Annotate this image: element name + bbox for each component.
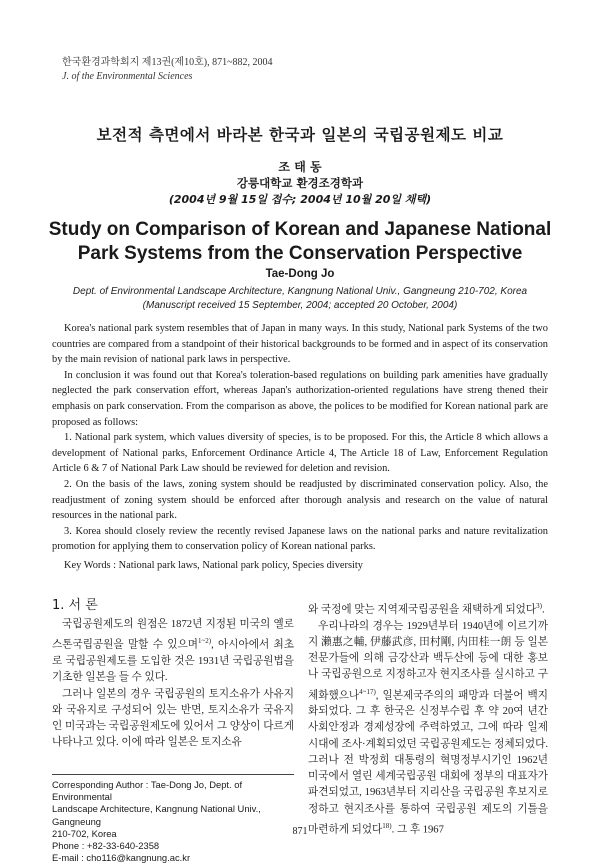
body-text: . (542, 604, 545, 616)
journal-name-en: J. of the Environmental Sciences (62, 71, 193, 82)
body-paragraph: 그러나 일본의 경우 국립공원의 토지소유가 사유지와 국유지로 구성되어 있는 반면, 토지소유가 국유지인 미국과는 국립공원제도에 있어서 그 양상이 다르게 나타나고 있다. 이에 따라 일본은 토지소유 (52, 688, 294, 749)
abstract-paragraph: 1. National park system, which values diversity of species, is to be proposed. For this, the Article 8 which allows a development of National parks, Enforcement Ordinance Article 4, The Article 18 of Law, Enforcement Regulation Article 6 & 7 of National Park Law should be reviewed for deletion and revision. (52, 432, 548, 475)
dates-en: (Manuscript received 15 September, 2004; accepted 20 October, 2004) (142, 300, 458, 311)
citation-ref: 1~2) (197, 637, 212, 646)
abstract-paragraph: 3. Korea should closely review the recently revised Japanese laws on the national parks and nature revitalization promotion for applying them to conservation policy of Korean national parks. (52, 525, 548, 553)
body-text: 우리나라의 경우는 1929년부터 1940년에 이르기까지 瀨惠之輔, 伊藤武彦, 田村剛, 内田桂一朗 등 일본 전문가들에 의해 금강산과 백두산에 등에 대한 홍보나 국립공원으로 지정하고자 현지조사를 실시하고 구체화했으나 (308, 620, 548, 702)
page-number: 871 (292, 826, 308, 837)
paper-title-en-line2: Park Systems from the Conservation Perspective (77, 243, 523, 264)
body-paragraph (308, 619, 548, 839)
abstract-paragraph: 2. On the basis of the laws, zoning system should be readjusted by discriminated conservation policy. Also, the readjustment of zoning system should be enforced after thorough analysis and research on the value of natural resources in the national park. (52, 478, 548, 522)
paper-title-en-line1: Study on Comparison of Korean and Japanese National (48, 219, 552, 240)
citation-ref: 3) (536, 602, 542, 610)
affiliation-ko: 강릉대학교 환경조경학과 (236, 176, 364, 190)
body-text: , 아시아에서 최초로 국립공원제도를 도입한 것은 1931년 국립공원법을 기초한 일본을 들 수 있다. (52, 639, 294, 684)
author-ko: 조 태 동 (278, 160, 322, 174)
body-paragraph (52, 617, 294, 686)
journal-citation-ko: 한국환경과학회지 제13권(제10호), 871~882, 2004 (62, 57, 273, 68)
dates-ko: (2004년 9월 15일 접수; 2004년 10월 20일 채택) (168, 193, 432, 206)
body-text: , 일본제국주의의 패망과 더불어 백지화되었다. 그 후 한국은 신정부수립 후 약 20여 년간 사회안정과 경제성장에 주력하였고, 그에 따라 일제시대에 조사·계획되었던 국립공원제도는 정체되었다. 그러나 전 박정희 대통령의 혁명정부시기인 1962년 미국에서 열린 세계국립공원 대회에 정부의 대표자가 파견되었고, 1963년부터 지리산을 국립공원 후보지로 정하고 현지조사를 통하여 국립공원 제도의 기틀을 마련하게 되었다 (308, 690, 548, 836)
body-text: . 그 후 1967 (391, 824, 444, 836)
keywords: Key Words : National park laws, National park policy, Species diversity (64, 560, 363, 571)
section-heading: 1. 서 론 (52, 598, 98, 613)
body-paragraph (308, 598, 548, 619)
footnote-divider (52, 774, 294, 775)
body-text: 국립공원제도의 원점은 1872년 지정된 미국의 옐로스톤국립공원을 말할 수 있으며 (52, 619, 294, 651)
body-text: 와 국정에 맞는 지역제국립공원을 채택하게 되었다 (308, 604, 537, 616)
abstract-paragraph: In conclusion it was found out that Korea's toleration-based regulations on building park amenities have gradually neglected the park conservation effort, whereas Japan's authorization-oriented regulations have streng thened their emphasis on park conservation. From the comparison as above, the polices to be modified for Korean national park are proposed as follows: (52, 369, 548, 428)
abstract (52, 321, 548, 555)
body-column-right (308, 598, 548, 838)
paper-title-ko: 보전적 측면에서 바라본 한국과 일본의 국립공원제도 비교 (96, 126, 504, 144)
correspondence-footnote (52, 779, 298, 864)
citation-ref: 4~17) (359, 687, 376, 696)
correspondence-phone: Phone : +82-33-640-2358 (52, 840, 160, 852)
abstract-paragraph: Korea's national park system resembles that of Japan in many ways. In this study, National park Systems of the two countries are compared from a standpoint of their historical backgrounds to be formed and in aspect of its conservation by the main revision of national park laws in perspective. (52, 323, 548, 366)
paper-title-en (0, 218, 600, 266)
author-en: Tae-Dong Jo (265, 268, 335, 280)
affiliation-en: Dept. of Environmental Landscape Architecture, Kangnung National Univ., Gangneung 210-702, Korea (72, 286, 528, 297)
journal-header (62, 56, 273, 84)
correspondence-email[interactable]: E-mail : cho116@kangnung.ac.kr (52, 852, 191, 864)
body-column-left (52, 598, 294, 751)
correspondence-line: Landscape Architecture, Kangnung National Univ., Gangneung (52, 803, 264, 827)
correspondence-line: Corresponding Author : Tae-Dong Jo, Dept. of Environmental (52, 779, 245, 803)
correspondence-line: 210-702, Korea (52, 827, 117, 839)
citation-ref: 18) (382, 821, 392, 830)
